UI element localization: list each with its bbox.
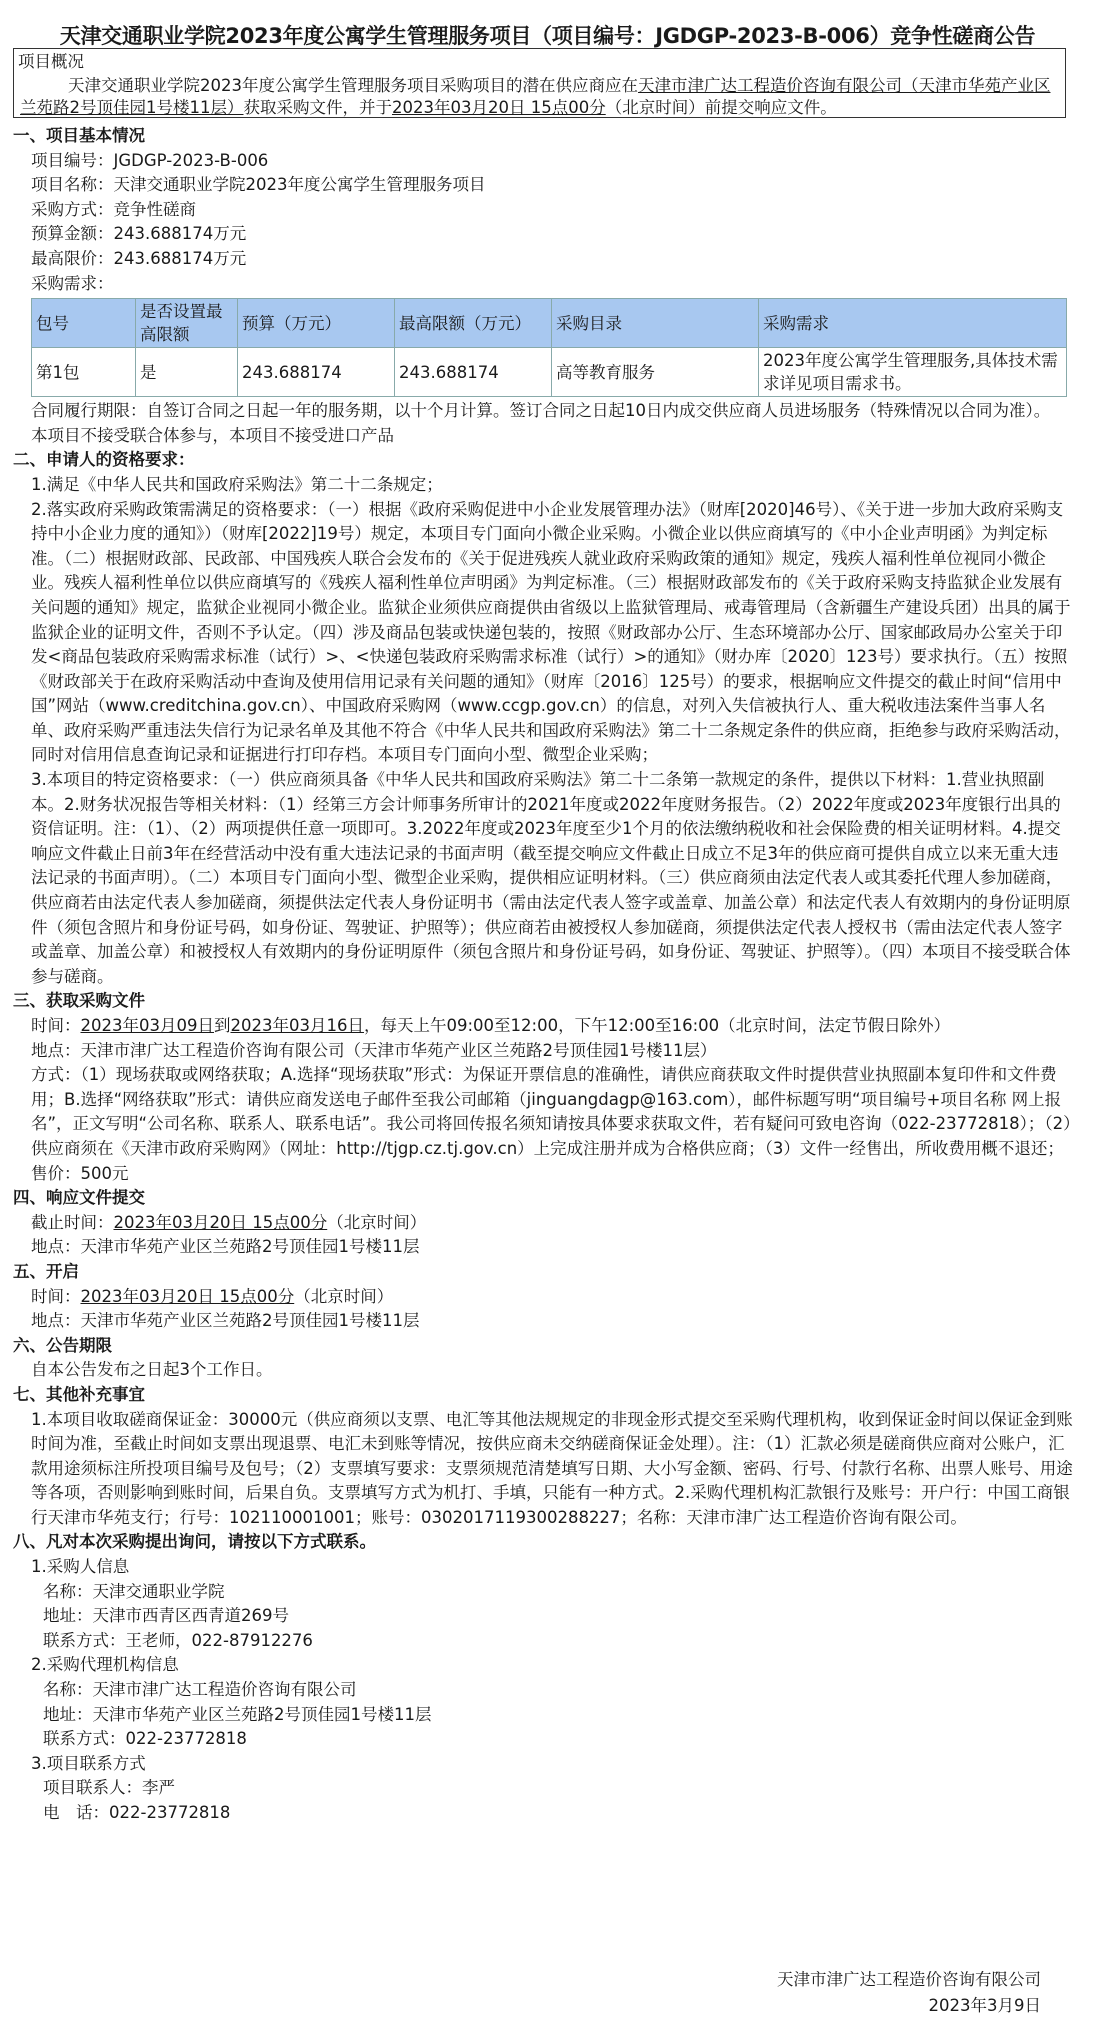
table-cell: 2023年度公寓学生管理服务,具体技术需求详见项目需求书。 xyxy=(759,348,1067,397)
project-contact-phone: 电 话：022-23772818 xyxy=(43,1803,231,1822)
requirements-table xyxy=(31,298,1067,397)
submission-deadline-label: 截止时间： xyxy=(31,1212,114,1232)
project-name: 项目名称：天津交通职业学院2023年度公寓学生管理服务项目 xyxy=(31,175,486,195)
document-price: 售价：500元 xyxy=(31,1163,129,1183)
qualification-1: 1.满足《中华人民共和国政府采购法》第二十二条规定； xyxy=(31,474,443,494)
purchaser-title: 1.采购人信息 xyxy=(31,1557,130,1577)
page-title: 天津交通职业学院2023年度公寓学生管理服务项目（项目编号：JGDGP-2023-B-006）竞争性磋商公告 xyxy=(59,24,1036,48)
section-7-heading: 七、其他补充事宜 xyxy=(13,1384,145,1404)
table-header: 是否设置最高限额 xyxy=(136,299,238,348)
acquire-time-start: 2023年03月09日 xyxy=(80,1016,214,1035)
notice-period: 自本公告发布之日起3个工作日。 xyxy=(31,1360,273,1380)
table-header: 预算（万元） xyxy=(238,299,395,348)
acquire-time-rest: ，每天上午09:00至12:00，下午12:00至16:00（北京时间，法定节假日除外） xyxy=(363,1016,951,1035)
table-cell: 第1包 xyxy=(32,348,136,397)
section-3-heading: 三、获取采购文件 xyxy=(13,991,145,1011)
purchaser-address: 地址：天津市西青区西青道269号 xyxy=(43,1606,289,1626)
signature-date: 2023年3月9日 xyxy=(928,1996,1041,2015)
table-cell: 是 xyxy=(136,348,238,397)
acquire-method: 方式：（1）现场获取或网络获取；A.选择“现场获取”形式：为保证开票信息的准确性，请供应商获取文件时提供营业执照副本复印件和文件费用；B.选择“网络获取”形式：请供应商发送电子邮件至我公司邮箱（jinguangdagp@163.com），邮件标题写明“项目编号+项目名称 网上报名”，正文写明“公司名称、联系人、联系电话”。我公司将回传报名须知请按具体要求获取文件，若有疑问可致电咨询（022-23772818）；（2）供应商须在《天津市政府采购网》（网址：http://tjgp.cz.tj.gov.cn）上完成注册并成为合格供应商；（3）文件一经售出，所收费用概不退还； xyxy=(31,1065,1072,1158)
procurement-method: 采购方式：竞争性磋商 xyxy=(31,199,196,219)
section-8-heading: 八、凡对本次采购提出询问，请按以下方式联系。 xyxy=(13,1532,376,1552)
overview-text xyxy=(20,75,1060,119)
purchaser-contact: 联系方式：王老师，022-87912276 xyxy=(43,1630,313,1650)
qualification-3: 3.本项目的特定资格要求：（一）供应商须具备《中华人民共和国政府采购法》第二十二条第一款规定的条件，提供以下材料：1.营业执照副本。2.财务状况报告等相关材料：（1）经第三方会计师事务所审计的2021年度或2022年度财务报告。（2）2022年度或2023年度银行出具的资信证明。注：（1）、（2）两项提供任意一项即可。3.2022年度或2023年度至少1个月的依法缴纳税收和社会保险费的相关证明材料。4.提交响应文件截止日前3年在经营活动中没有重大违法记录的书面声明（截至提交响应文件截止日成立不足3年的供应商可提供自成立以来无重大违法记录的书面声明）。（二）本项目专门面向小型、微型企业采购，提供相应证明材料。（三）供应商须由法定代表人或其委托代理人参加磋商，供应商若由法定代表人参加磋商，须提供法定代表人身份证明书（需由法定代表人签字或盖章、加盖公章）和法定代表人有效期内的身份证明原件（须包含照片和身份证号码，如身份证、驾驶证、护照等）；供应商若由被授权人参加磋商，须提供法定代表人授权书（需由法定代表人签字或盖章、加盖公章）和被授权人有效期内的身份证明原件（须包含照片和身份证号码，如身份证、驾驶证、护照等）。（四）本项目不接受联合体参与磋商。 xyxy=(31,770,1071,986)
section-5-heading: 五、开启 xyxy=(13,1261,79,1281)
table-cell: 243.688174 xyxy=(238,348,395,397)
table-header: 最高限额（万元） xyxy=(395,299,552,348)
contract-term: 合同履行期限：自签订合同之日起一年的服务期，以十个月计算。签订合同之日起10日内成交供应商人员进场服务（特殊情况以合同为准）。 xyxy=(31,401,1051,421)
submission-place: 地点：天津市华苑产业区兰苑路2号顶佳园1号楼11层 xyxy=(31,1237,420,1257)
submission-deadline-suffix: （北京时间） xyxy=(327,1212,427,1232)
opening-time xyxy=(13,1285,1073,1310)
project-contact-person: 项目联系人：李严 xyxy=(43,1778,175,1798)
opening-time-label: 时间： xyxy=(31,1286,81,1306)
table-cell: 243.688174 xyxy=(395,348,552,397)
table-header: 包号 xyxy=(32,299,136,348)
overview-deadline: 2023年03月20日 15点00分 xyxy=(392,98,606,117)
section-2-heading: 二、申请人的资格要求： xyxy=(13,450,195,470)
overview-box xyxy=(13,48,1066,118)
max-price: 最高限价：243.688174万元 xyxy=(31,248,247,268)
overview-text-a: 天津交通职业学院2023年度公寓学生管理服务项目采购项目的潜在供应商应在 xyxy=(68,76,638,95)
section-4-heading: 四、响应文件提交 xyxy=(13,1188,145,1208)
table-cell: 高等教育服务 xyxy=(552,348,759,397)
overview-label: 项目概况 xyxy=(18,52,84,71)
agency-title: 2.采购代理机构信息 xyxy=(31,1655,179,1675)
table-header-row xyxy=(32,299,1067,348)
consortium-note: 本项目不接受联合体参与，本项目不接受进口产品 xyxy=(31,425,394,445)
acquire-time-to: 到 xyxy=(213,1016,231,1035)
opening-place: 地点：天津市华苑产业区兰苑路2号顶佳园1号楼11层 xyxy=(31,1311,420,1331)
submission-deadline xyxy=(13,1211,1073,1236)
acquire-place: 地点：天津市津广达工程造价咨询有限公司（天津市华苑产业区兰苑路2号顶佳园1号楼11层） xyxy=(31,1040,717,1060)
agency-address: 地址：天津市华苑产业区兰苑路2号顶佳园1号楼11层 xyxy=(43,1704,432,1724)
qualification-2: 2.落实政府采购政策需满足的资格要求：（一）根据《政府采购促进中小企业发展管理办法》（财库[2020]46号）、《关于进一步加大政府采购支持中小企业力度的通知》）（财库[2022]19号）规定，本项目专门面向小微企业采购。小微企业以供应商填写的《中小企业声明函》为判定标准。（二）根据财政部、民政部、中国残疾人联合会发布的《关于促进残疾人就业政府采购政策的通知》规定，残疾人福利性单位视同小微企业。残疾人福利性单位以供应商填写的《残疾人福利性单位声明函》为判定标准。（三）根据财政部发布的《关于政府采购支持监狱企业发展有关问题的通知》规定，监狱企业视同小微企业。监狱企业须供应商提供由省级以上监狱管理局、戒毒管理局（含新疆生产建设兵团）出具的属于监狱企业的证明文件，否则不予认定。（四）涉及商品包装或快递包装的，按照《财政部办公厅、生态环境部办公厅、国家邮政局办公室关于印发<商品包装政府采购需求标准（试行）>、<快递包装政府采购需求标准（试行）>的通知》（财办库〔2020〕123号）要求执行。（五）按照《财政部关于在政府采购活动中查询及使用信用记录有关问题的通知》（财库〔2016〕125号）的要求，根据响应文件提交的截止时间“信用中国”网站（www.creditchina.gov.cn）、中国政府采购网（www.ccgp.gov.cn）的信息，对列入失信被执行人、重大税收违法案件当事人名单、政府采购严重违法失信行为记录名单及其他不符合《中华人民共和国政府采购法》第二十二条规定条件的供应商，拒绝参与政府采购活动，同时对信用信息查询记录和证据进行打印存档。本项目专门面向小型、微型企业采购； xyxy=(31,499,1071,765)
overview-text-b: 获取采购文件，并于 xyxy=(243,98,392,117)
table-header: 采购目录 xyxy=(552,299,759,348)
section-6-heading: 六、公告期限 xyxy=(13,1335,112,1355)
table-header: 采购需求 xyxy=(759,299,1067,348)
submission-deadline-time: 2023年03月20日 15点00分 xyxy=(113,1212,328,1232)
table-row xyxy=(32,348,1067,397)
agency-contact: 联系方式：022-23772818 xyxy=(43,1729,247,1749)
purchaser-name: 名称：天津交通职业学院 xyxy=(43,1581,225,1601)
signature-org: 天津市津广达工程造价咨询有限公司 xyxy=(777,1970,1041,1989)
project-contact-title: 3.项目联系方式 xyxy=(31,1753,146,1773)
requirements-label: 采购需求： xyxy=(31,273,114,293)
supplementary-text: 1.本项目收取磋商保证金：30000元（供应商须以支票、电汇等其他法规规定的非现金形式提交至采购代理机构，收到保证金时间以保证金到账时间为准，至截止时间如支票出现退票、电汇未到账等情况，按供应商未交纳磋商保证金处理）。注：（1）汇款必须是磋商供应商对公账户，汇款用途须标注所投项目编号及包号；（2）支票填写要求：支票须规范清楚填写日期、大小写金额、密码、行号、付款行名称、出票人账号、用途等各项，否则影响到账时间，后果自负。支票填写方式为机打、手填，只能有一种方式。2.采购代理机构汇款银行及账号：开户行：中国工商银行天津市华苑支行；行号：102110001001；账号：0302017119300288227；名称：天津市津广达工程造价咨询有限公司。 xyxy=(31,1409,1073,1527)
agency-name: 名称：天津市津广达工程造价咨询有限公司 xyxy=(43,1680,357,1700)
acquire-time-end: 2023年03月16日 xyxy=(230,1016,364,1035)
acquire-time-label: 时间： xyxy=(31,1016,81,1035)
section-1-heading: 一、项目基本情况 xyxy=(13,126,145,145)
project-number: 项目编号：JGDGP-2023-B-006 xyxy=(31,150,269,170)
overview-location: 天津市津广达工程造价咨询有限公司（天津市华苑产业区兰苑路2号顶佳园1号楼11层） xyxy=(20,76,1051,117)
overview-text-c: （北京时间）前提交响应文件。 xyxy=(605,98,837,117)
announcement-body xyxy=(13,124,1073,1826)
opening-time-value: 2023年03月20日 15点00分 xyxy=(80,1286,295,1306)
acquire-time xyxy=(13,1014,1073,1039)
budget-amount: 预算金额：243.688174万元 xyxy=(31,224,247,244)
opening-time-suffix: （北京时间） xyxy=(294,1286,394,1306)
